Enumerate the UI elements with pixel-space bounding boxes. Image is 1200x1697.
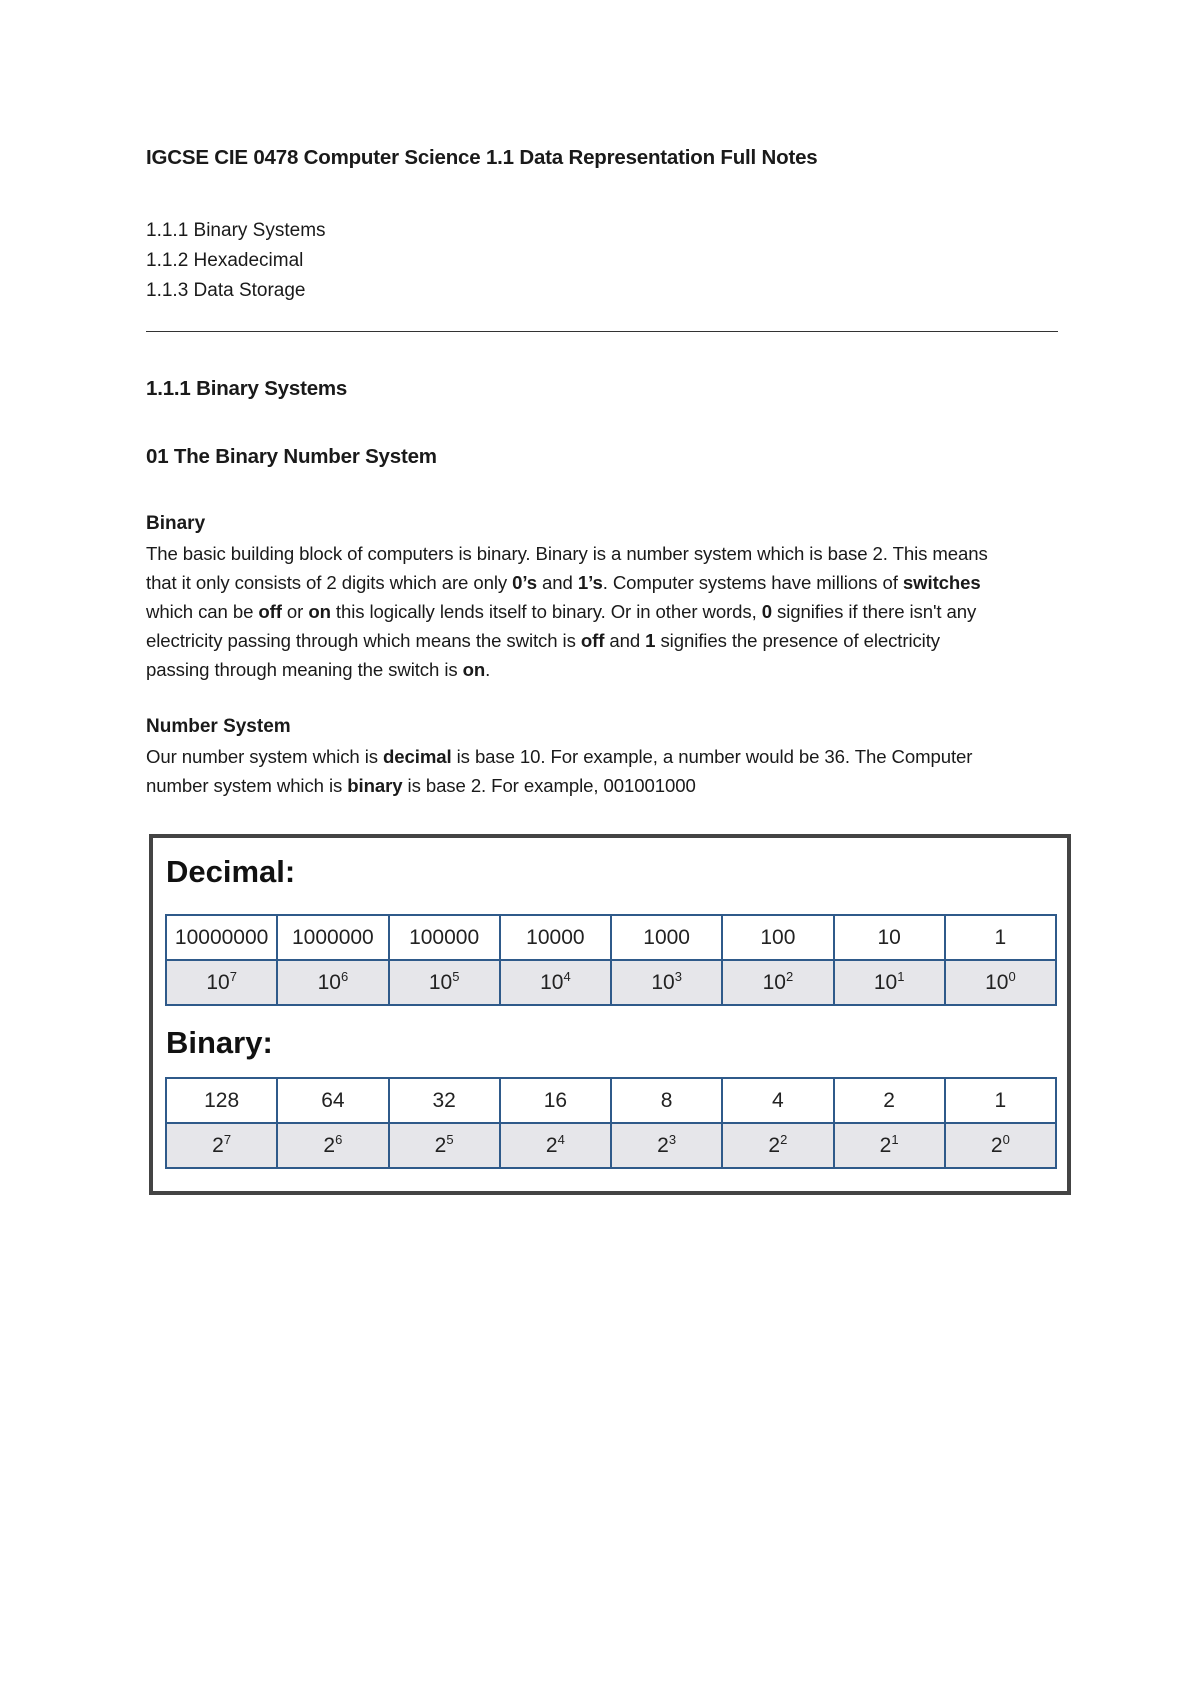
decimal-power-cell: $10^0$ <box>945 960 1056 1005</box>
decimal-value-cell: 10 <box>834 915 945 960</box>
decimal-value-cell: 1 <box>945 915 1056 960</box>
decimal-value-cell: 1000000 <box>277 915 388 960</box>
binary-power-cell: $2^2$ <box>722 1123 833 1168</box>
binary-value-cell: 32 <box>389 1078 500 1123</box>
decimal-value-cell: 100000 <box>389 915 500 960</box>
binary-fig-heading: Binary: <box>166 1025 273 1060</box>
toc-item: 1.1.3 Data Storage <box>146 280 306 301</box>
binary-table <box>165 1077 1057 1169</box>
decimal-value-cell: 100 <box>722 915 833 960</box>
binary-power-cell: $2^1$ <box>834 1123 945 1168</box>
binary-power-cell: $2^7$ <box>166 1123 277 1168</box>
place-value-figure <box>149 834 1071 1195</box>
binary-value-cell: 8 <box>611 1078 722 1123</box>
binary-value-cell: 16 <box>500 1078 611 1123</box>
decimal-power-cell: $10^3$ <box>611 960 722 1005</box>
binary-power-row <box>166 1123 1056 1168</box>
table-of-contents <box>146 216 326 306</box>
binary-value-cell: 64 <box>277 1078 388 1123</box>
binary-power-cell: $2^4$ <box>500 1123 611 1168</box>
binary-value-cell: 4 <box>722 1078 833 1123</box>
decimal-value-cell: 10000 <box>500 915 611 960</box>
decimal-value-row <box>166 915 1056 960</box>
horizontal-divider <box>146 331 1058 332</box>
decimal-table <box>165 914 1057 1006</box>
decimal-power-cell: $10^4$ <box>500 960 611 1005</box>
binary-power-cell: $2^0$ <box>945 1123 1056 1168</box>
number-system-paragraph: Our number system which is decimal is base 10. For example, a number would be 36. The Computer number system which is binary is base 2. For example, 001001000 <box>146 746 973 796</box>
binary-heading: Binary <box>146 513 206 534</box>
binary-power-cell: $2^6$ <box>277 1123 388 1168</box>
section-heading: 1.1.1 Binary Systems <box>146 377 348 400</box>
binary-value-cell: 128 <box>166 1078 277 1123</box>
decimal-power-cell: $10^1$ <box>834 960 945 1005</box>
decimal-heading: Decimal: <box>166 854 296 889</box>
binary-paragraph: The basic building block of computers is binary. Binary is a number system which is base 2. This means that it only consists of 2 digits which are only 0’s and 1’s. Computer systems have millions of switches which can be off or on this logically lends itself to binary. Or in other words, 0 signifies if there isn't any electricity passing through which means the switch is off and 1 signifies the presence of electricity passing through meaning the switch is on. <box>146 543 988 680</box>
document-title: IGCSE CIE 0478 Computer Science 1.1 Data Representation Full Notes <box>146 146 818 169</box>
decimal-value-cell: 1000 <box>611 915 722 960</box>
decimal-power-cell: $10^7$ <box>166 960 277 1005</box>
binary-power-cell: $2^5$ <box>389 1123 500 1168</box>
toc-item: 1.1.2 Hexadecimal <box>146 250 304 271</box>
decimal-power-cell: $10^2$ <box>722 960 833 1005</box>
binary-value-row <box>166 1078 1056 1123</box>
toc-item: 1.1.1 Binary Systems <box>146 220 326 241</box>
decimal-power-row <box>166 960 1056 1005</box>
decimal-power-cell: $10^5$ <box>389 960 500 1005</box>
binary-value-cell: 2 <box>834 1078 945 1123</box>
decimal-power-cell: $10^6$ <box>277 960 388 1005</box>
subsection-heading: 01 The Binary Number System <box>146 445 437 468</box>
binary-value-cell: 1 <box>945 1078 1056 1123</box>
binary-power-cell: $2^3$ <box>611 1123 722 1168</box>
decimal-value-cell: 10000000 <box>166 915 277 960</box>
number-system-heading: Number System <box>146 716 291 737</box>
